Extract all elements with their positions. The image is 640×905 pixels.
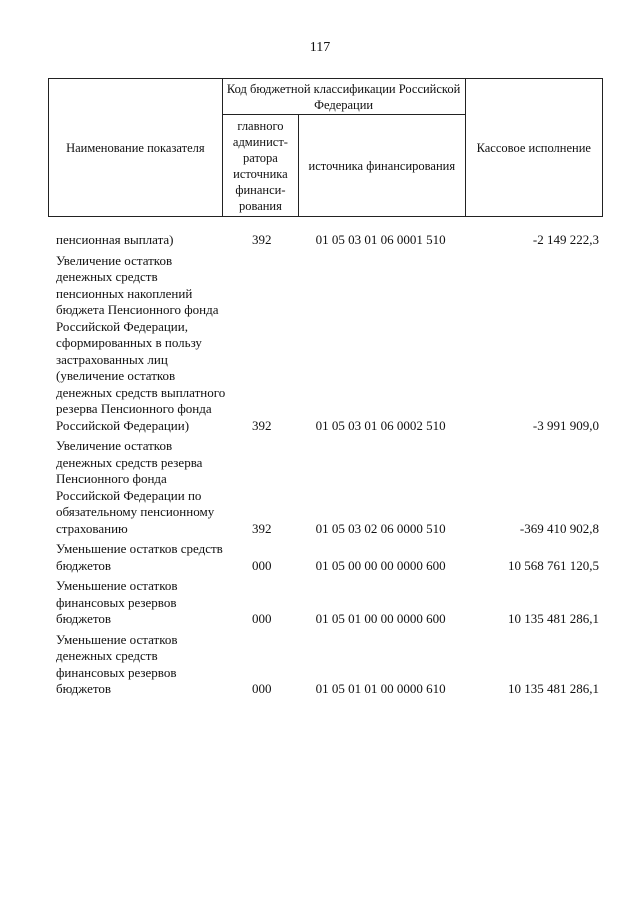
table-body bbox=[48, 232, 603, 702]
table-header bbox=[48, 78, 603, 217]
row-admin-code: 000 bbox=[252, 681, 272, 696]
page-number: 117 bbox=[309, 40, 331, 55]
header-source-column: источника финансирования bbox=[299, 115, 465, 217]
table-row bbox=[48, 578, 603, 632]
table-row bbox=[48, 541, 603, 578]
row-name: Уменьшение остатков финансовых резервов бюджетов bbox=[56, 578, 178, 626]
row-admin-code: 000 bbox=[252, 557, 272, 573]
row-source-code: 01 05 03 02 06 0000 510 bbox=[315, 520, 446, 536]
row-source-code: 01 05 01 00 00 0000 600 bbox=[315, 611, 446, 626]
row-name: Увеличение остатков денежных средств резерва Пенсионного фонда Российской Федерации по обязательному пенсионному страхованию bbox=[56, 438, 215, 536]
row-sum: -3 991 909,0 bbox=[532, 417, 599, 433]
row-sum: -2 149 222,3 bbox=[532, 232, 599, 247]
row-sum: 10 135 481 286,1 bbox=[508, 611, 599, 626]
table-row bbox=[48, 438, 603, 541]
header-admin-column: главного админист-ратора источника финанси-рования bbox=[222, 115, 298, 217]
row-source-code: 01 05 03 01 06 0002 510 bbox=[315, 417, 446, 433]
row-name: Увеличение остатков денежных средств пенсионных накоплений бюджета Пенсионного фонда Российской Федерации, сформированных в пользу застрахованных лиц (увеличение остатков денежных средств выплатного резерва Пенсионного фонда Российской Федерации) bbox=[56, 252, 226, 433]
row-admin-code: 392 bbox=[252, 520, 272, 536]
row-name: Уменьшение остатков средств бюджетов bbox=[56, 541, 223, 573]
table-row bbox=[48, 632, 603, 702]
row-source-code: 01 05 01 01 00 0000 610 bbox=[315, 681, 446, 696]
header-sum-column: Кассовое исполнение bbox=[465, 79, 603, 217]
row-source-code: 01 05 00 00 00 0000 600 bbox=[315, 557, 446, 573]
table-row bbox=[48, 253, 603, 439]
row-admin-code: 000 bbox=[252, 611, 272, 626]
row-source-code: 01 05 03 01 06 0001 510 bbox=[315, 232, 446, 247]
row-name: Уменьшение остатков денежных средств финансовых резервов бюджетов bbox=[56, 631, 178, 696]
row-name: пенсионная выплата) bbox=[56, 232, 174, 247]
row-sum: -369 410 902,8 bbox=[519, 520, 599, 536]
row-admin-code: 392 bbox=[252, 232, 272, 247]
header-code-group: Код бюджетной классификации Российской Федерации bbox=[222, 79, 465, 115]
header-name-column: Наименование показателя bbox=[49, 79, 223, 217]
row-sum: 10 568 761 120,5 bbox=[508, 557, 599, 573]
row-admin-code: 392 bbox=[252, 417, 272, 433]
table-row bbox=[48, 232, 603, 253]
row-sum: 10 135 481 286,1 bbox=[508, 681, 599, 696]
